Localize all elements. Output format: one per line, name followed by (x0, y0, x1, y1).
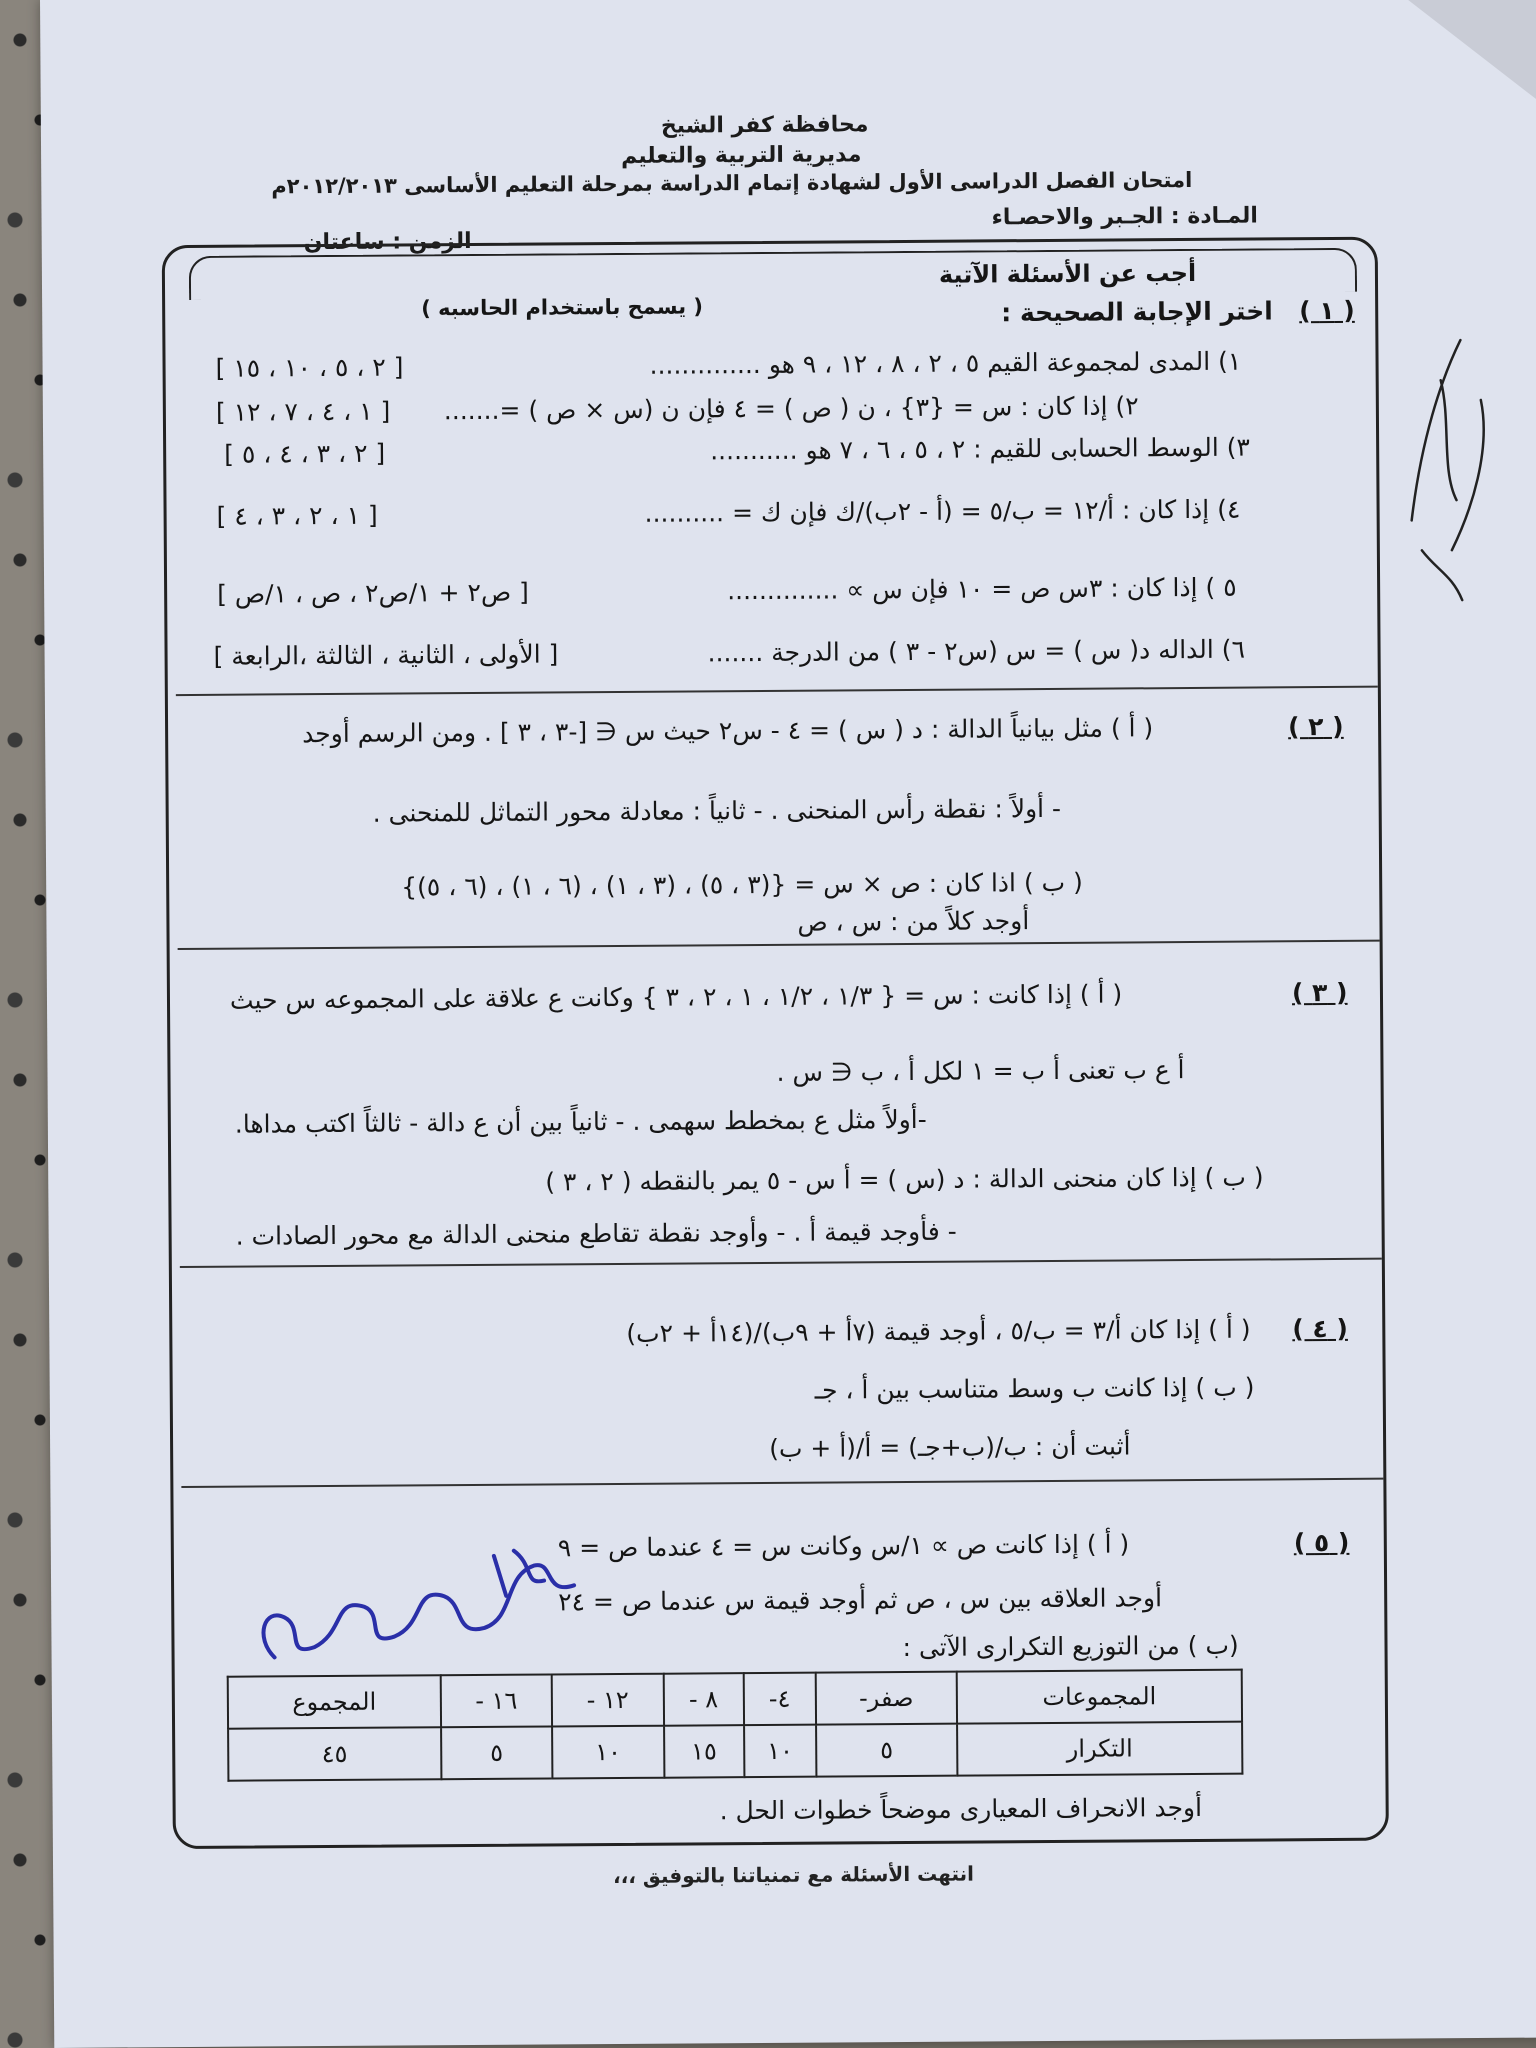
q4-part-b-prove: أثبت أن : ب/(ب+جـ) = أ/(أ + ب) (769, 1431, 1131, 1463)
divider-q3-q4 (180, 1258, 1382, 1268)
table-header-cell: صفر- (815, 1672, 957, 1725)
divider-q2-q3 (178, 940, 1380, 950)
questions-frame (162, 237, 1389, 1849)
q1-item6: ٦) الداله د( س ) = س (س٢ - ٣ ) من الدرجة ....... (707, 634, 1246, 668)
q3-part-b: ( ب ) إذا كان منحنى الدالة : د (س ) = أ س - ٥ يمر بالنقطه ( ٢ ، ٣ ) (545, 1162, 1264, 1197)
subject-label: المـادة : الجـبر والاحصـاء (991, 203, 1259, 231)
q5-part-b-task: أوجد الانحراف المعيارى موضحاً خطوات الحل . (719, 1792, 1203, 1826)
q5-part-a-find: أوجد العلاقه بين س ، ص ثم أوجد قيمة س عندما ص = ٢٤ (558, 1583, 1163, 1617)
q1-title: اختر الإجابة الصحيحة : (1001, 296, 1273, 328)
q1-item4-options: [ ١ ، ٢ ، ٣ ، ٤ ] (216, 500, 378, 531)
margin-scribble (1380, 320, 1522, 611)
table-header-cell: ١٦ - (440, 1674, 552, 1727)
q2-number: ( ٢ ) (1288, 711, 1344, 742)
time-label: الزمن : ساعتان (303, 228, 472, 256)
q3-part-a-relation: أ ع ب تعنى أ ب = ١ لكل أ ، ب ∈ س . (776, 1055, 1185, 1087)
q5-number: ( ٥ ) (1293, 1527, 1350, 1558)
table-cell: التكرار (957, 1722, 1242, 1776)
q2-part-a-items: - أولاً : نقطة رأس المنحنى . - ثانياً : معادلة محور التماثل للمنحنى . (372, 793, 1062, 828)
folded-corner (1396, 0, 1536, 101)
q5-part-b: (ب ) من التوزيع التكرارى الآتى : (902, 1630, 1239, 1663)
exam-paper (40, 0, 1536, 2048)
divider-q1-q2 (176, 686, 1378, 696)
table-cell: ١٥ (664, 1725, 745, 1778)
q1-item1: ١) المدى لمجموعة القيم ٥ ، ٢ ، ٨ ، ١٢ ، ٩ هو .............. (649, 346, 1242, 380)
table-row (228, 1722, 1242, 1781)
exam-title: امتحان الفصل الدراسى الأول لشهادة إتمام الدراسة بمرحلة التعليم الأساسى ٢٠١٢/٢٠١٣م (271, 167, 1193, 199)
q3-part-a-tasks: -أولاً مثل ع بمخطط سهمى . - ثانياً بين أن ع دالة - ثالثاً اكتب مداها. (234, 1104, 927, 1139)
q1-number: ( ١ ) (1299, 295, 1355, 326)
q2-part-b-find: أوجد كلاً من : س ، ص (797, 906, 1030, 937)
q1-item1-options: [ ٢ ، ٥ ، ١٠ ، ١٥ ] (215, 352, 404, 383)
q3-part-a: ( أ ) إذا كانت : س = { ١/٣ ، ١/٢ ، ١ ، ٢ ، ٣ } وكانت ع علاقة على المجموعه س حيث (229, 979, 1123, 1015)
table-header-cell: ٨ - (663, 1673, 744, 1726)
table-header-cell: ٤- (743, 1673, 815, 1726)
q3-part-b-tasks: - فأوجد قيمة أ . - وأوجد نقطة تقاطع منحنى الدالة مع محور الصادات . (235, 1216, 957, 1251)
q1-item6-options: [ الأولى ، الثانية ، الثالثة ،الرابعة ] (213, 639, 559, 671)
directorate-title: مديرية التربية والتعليم (621, 142, 862, 169)
table-cell: ٥ (441, 1726, 553, 1779)
q2-part-a: ( أ ) مثل بيانياً الدالة : د ( س ) = ٤ - س٢ حيث س ∈ [-٣ ، ٣ ] . ومن الرسم أوجد (302, 713, 1154, 749)
table-cell: ٤٥ (228, 1727, 441, 1780)
table-header-cell: المجموع (228, 1675, 441, 1728)
q1-item5-options: [ ص٢ + ١/ص٢ ، ص ، ١/ص ] (217, 577, 529, 609)
handwritten-signature (244, 1535, 605, 1688)
table-cell: ١٠ (552, 1726, 664, 1779)
divider-q4-q5 (181, 1478, 1383, 1488)
closing-note: انتهت الأسئلة مع تمنياتنا بالتوفيق ،،، (613, 1861, 975, 1889)
q1-item3-options: [ ٢ ، ٣ ، ٤ ، ٥ ] (224, 438, 386, 469)
q1-item3: ٣) الوسط الحسابى للقيم : ٢ ، ٥ ، ٦ ، ٧ هو ........... (710, 432, 1250, 466)
table-header-cell: المجموعات (957, 1670, 1242, 1724)
q1-item4: ٤) إذا كان : أ/١٢ = ب/٥ = (أ - ٢ب)/ك فإن ك = .......... (644, 494, 1241, 528)
table-cell: ٥ (816, 1724, 958, 1777)
q4-part-b: ( ب ) إذا كانت ب وسط متناسب بين أ ، جـ (814, 1372, 1255, 1405)
q1-item5: ٥ ) إذا كان : ٣س ص = ١٠ فإن س ∝ .............. (727, 572, 1237, 606)
q4-part-a: ( أ ) إذا كان أ/٣ = ب/٥ ، أوجد قيمة (٧أ + ٩ب)/(١٤أ + ٢ب) (626, 1314, 1251, 1348)
governorate-title: محافظة كفر الشيخ (660, 112, 869, 139)
table-header-cell: ١٢ - (552, 1674, 664, 1727)
q4-number: ( ٤ ) (1292, 1313, 1348, 1344)
q2-part-b: ( ب ) اذا كان : ص × س = {(٣ ، ٥) ، (٣ ، ١) ، (٦ ، ١) ، (٦ ، ٥)} (401, 867, 1083, 902)
q3-number: ( ٣ ) (1291, 977, 1348, 1008)
calculator-note: ( يسمح باستخدام الحاسبه ) (421, 294, 704, 321)
answer-all-instruction: أجب عن الأسئلة الآتية (938, 258, 1197, 289)
q1-item2-options: [ ١ ، ٤ ، ٧ ، ١٢ ] (215, 396, 391, 427)
q5-part-a: ( أ ) إذا كانت ص ∝ ١/س وكانت س = ٤ عندما ص = ٩ (557, 1529, 1130, 1563)
q1-item2: ٢) إذا كان : س = {٣} ، ن ( ص ) = ٤ فإن ن (س × ص ) =....... (443, 391, 1139, 426)
table-cell: ١٠ (744, 1725, 816, 1778)
